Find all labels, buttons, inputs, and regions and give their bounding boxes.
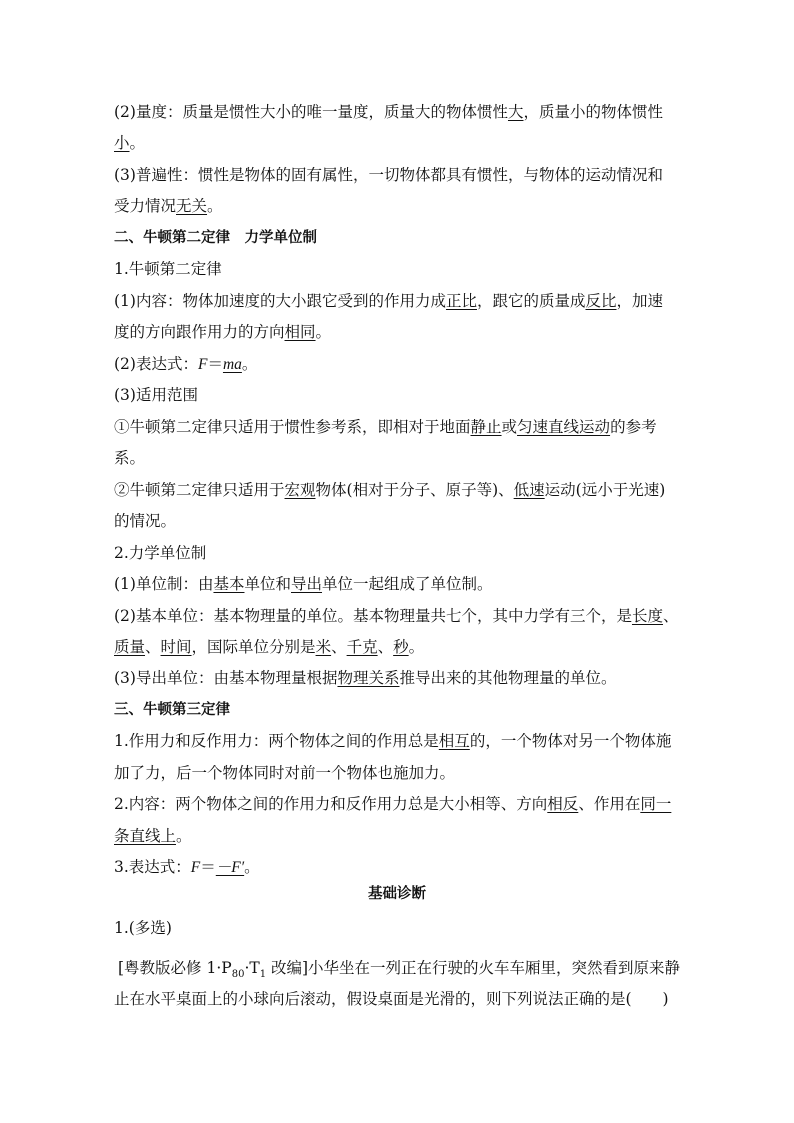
paragraph-content-cont: 度的方向跟作用力的方向相同。 bbox=[114, 323, 332, 341]
paragraph-universality: (3)普遍性：惯性是物体的固有属性，一切物体都具有惯性，与物体的运动情况和 bbox=[114, 166, 663, 184]
blank-answer: 时间 bbox=[160, 638, 192, 656]
blank-answer: 长度 bbox=[631, 607, 663, 625]
blank-answer: 反比 bbox=[585, 292, 617, 310]
blank-answer: 小 bbox=[114, 134, 130, 152]
paragraph-derived-units: (3)导出单位：由基本物理量根据物理关系推导出来的其他物理量的单位。 bbox=[114, 669, 617, 687]
question-number: 1.(多选) bbox=[114, 919, 172, 937]
blank-answer: 秒 bbox=[393, 638, 409, 656]
paragraph-action-reaction: 1.作用力和反作用力：两个物体之间的作用总是相互的，一个物体对另一个物体施 bbox=[114, 732, 672, 750]
paragraph-scope-2: ②牛顿第二定律只适用于宏观物体(相对于分子、原子等)、低速运动(远小于光速) bbox=[114, 481, 666, 499]
blank-answer: 相同 bbox=[284, 323, 316, 341]
paragraph-mass-measure: (2)量度：质量是惯性大小的唯一量度，质量大的物体惯性大，质量小的物体惯性 bbox=[114, 103, 663, 121]
blank-answer: 宏观 bbox=[284, 481, 316, 499]
blank-answer: 相反 bbox=[547, 795, 579, 813]
paragraph-third-law-formula: 3.表达式：F＝－F′。 bbox=[114, 858, 260, 876]
paragraph-base-units-cont: 质量、时间，国际单位分别是米、千克、秒。 bbox=[114, 638, 425, 656]
blank-answer: 静止 bbox=[470, 418, 502, 436]
paragraph-universality-cont: 受力情况无关。 bbox=[114, 197, 223, 215]
blank-answer: 千克 bbox=[346, 638, 378, 656]
blank-answer: 导出 bbox=[291, 575, 323, 593]
paragraph-third-law-content: 2.内容：两个物体之间的作用力和反作用力总是大小相等、方向相反、作用在同一 bbox=[114, 795, 672, 813]
blank-answer: 大 bbox=[507, 103, 524, 121]
blank-answer: 匀速直线运动 bbox=[517, 418, 611, 436]
formula-symbol: F bbox=[190, 859, 201, 876]
blank-answer: 条直线上 bbox=[114, 827, 177, 845]
blank-answer: 无关 bbox=[176, 197, 208, 215]
paragraph-unit-system: (1)单位制：由基本单位和导出单位一起组成了单位制。 bbox=[114, 575, 493, 593]
blank-answer: 低速 bbox=[513, 481, 545, 499]
paragraph-scope-2-cont: 的情况。 bbox=[114, 512, 177, 530]
paragraph-scope-1: ①牛顿第二定律只适用于惯性参考系，即相对于地面静止或匀速直线运动的参考 bbox=[114, 418, 657, 436]
paragraph-third-law-content-cont: 条直线上。 bbox=[114, 827, 192, 845]
blank-answer: 相互 bbox=[438, 732, 470, 750]
paragraph-scope-1-cont: 系。 bbox=[114, 449, 146, 467]
question-stem-cont: 止在水平桌面上的小球向后滚动，假设桌面是光滑的，则下列说法正确的是( ) bbox=[114, 990, 669, 1008]
subsection-heading: 1.牛顿第二定律 bbox=[114, 260, 222, 278]
section-heading-2: 二、牛顿第二定律 力学单位制 bbox=[114, 230, 317, 246]
question-stem: [粤教版必修 $1\cdot P_{80}\cdot T_1$ 改编]小华坐在一列正在行驶的火车车厢里，突然看到原来静 bbox=[118, 959, 681, 981]
blank-answer: 同一 bbox=[640, 795, 672, 813]
paragraph-mass-measure-cont: 小。 bbox=[114, 134, 146, 152]
blank-answer: 米 bbox=[315, 638, 332, 656]
paragraph-base-units: (2)基本单位：基本物理量的单位。基本物理量共七个，其中力学有三个，是长度、 bbox=[114, 607, 679, 625]
section-heading-3: 三、牛顿第三定律 bbox=[114, 702, 230, 718]
blank-answer: 质量 bbox=[114, 638, 146, 656]
paragraph-formula: (2)表达式：F＝ma。 bbox=[114, 355, 258, 373]
blank-answer: －F′ bbox=[215, 859, 245, 876]
paragraph-scope-title: (3)适用范围 bbox=[114, 386, 198, 404]
formula-symbol: F bbox=[197, 356, 208, 373]
blank-answer: 基本 bbox=[213, 575, 245, 593]
subsection-heading: 2.力学单位制 bbox=[114, 544, 207, 562]
section-title-basic-diagnosis: 基础诊断 bbox=[368, 886, 426, 902]
blank-answer: ma bbox=[222, 356, 242, 373]
blank-answer: 正比 bbox=[445, 292, 477, 310]
paragraph-action-reaction-cont: 加了力，后一个物体同时对前一个物体也施加力。 bbox=[114, 764, 456, 782]
paragraph-content: (1)内容：物体加速度的大小跟它受到的作用力成正比，跟它的质量成反比，加速 bbox=[114, 292, 664, 310]
blank-answer: 物理关系 bbox=[337, 669, 400, 687]
